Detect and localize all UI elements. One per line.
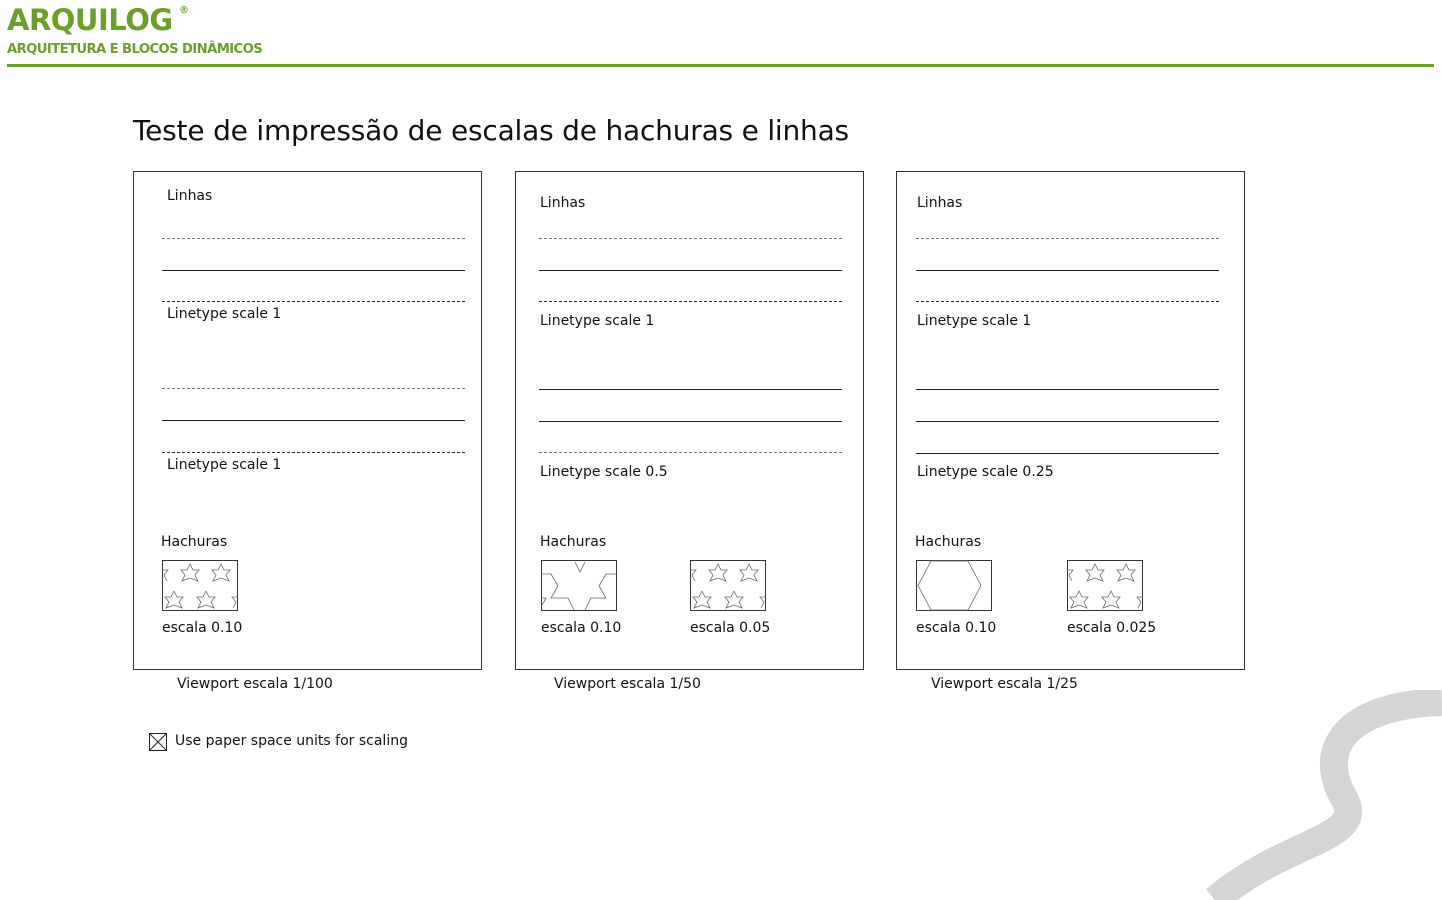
- hatch-heading: Hachuras: [540, 534, 607, 550]
- solid-line: [162, 420, 465, 421]
- linetype-scale-label: Linetype scale 1: [917, 313, 1032, 329]
- linetype-scale-label: Linetype scale 0.5: [540, 464, 668, 480]
- solid-line: [916, 421, 1219, 422]
- lines-heading: Linhas: [917, 195, 963, 211]
- logo-title: ARQUILOG: [7, 3, 173, 37]
- hexagon-hatch-swatch: [916, 560, 992, 611]
- lines-heading: Linhas: [540, 195, 586, 211]
- brand-swoosh-decoration: [1195, 690, 1442, 900]
- hatch-scale-label: escala 0.10: [541, 620, 622, 636]
- viewport-1-50[interactable]: [515, 171, 864, 670]
- linetype-scale-label: Linetype scale 1: [167, 457, 282, 473]
- hatch-heading: Hachuras: [915, 534, 982, 550]
- large-star-hatch-swatch: [541, 560, 617, 611]
- paper-space-checkbox[interactable]: [149, 733, 167, 751]
- solid-line: [162, 270, 465, 271]
- logo-tagline: ARQUITETURA E BLOCOS DINÂMICOS: [7, 42, 263, 57]
- paper-space-label: Use paper space units for scaling: [175, 733, 408, 749]
- solid-line: [916, 389, 1219, 390]
- viewport-1-25[interactable]: [896, 171, 1245, 670]
- hatch-scale-label: escala 0.05: [690, 620, 771, 636]
- fine-dashed-line: [162, 238, 465, 239]
- linetype-scale-label: Linetype scale 1: [167, 306, 282, 322]
- hatch-scale-label: escala 0.025: [1067, 620, 1157, 636]
- star-hatch-swatch: [162, 560, 238, 611]
- logo-registered-mark: ®: [179, 5, 189, 16]
- viewport-1-100[interactable]: [133, 171, 482, 670]
- star-hatch-swatch: [690, 560, 766, 611]
- fine-dashed-line: [916, 238, 1219, 239]
- star-hatch-swatch: [1067, 560, 1143, 611]
- linetype-scale-label: Linetype scale 0.25: [917, 464, 1054, 480]
- hatch-scale-label: escala 0.10: [916, 620, 997, 636]
- linetype-scale-label: Linetype scale 1: [540, 313, 655, 329]
- dash-dot-line: [162, 452, 465, 453]
- viewport-caption: Viewport escala 1/25: [931, 676, 1078, 692]
- header-divider: [7, 64, 1434, 67]
- fine-dashed-line: [539, 452, 842, 453]
- lines-heading: Linhas: [167, 188, 213, 204]
- solid-line: [539, 421, 842, 422]
- dash-dot-line: [539, 301, 842, 302]
- solid-line: [916, 270, 1219, 271]
- viewport-caption: Viewport escala 1/50: [554, 676, 701, 692]
- viewport-caption: Viewport escala 1/100: [177, 676, 333, 692]
- solid-line: [539, 270, 842, 271]
- hatch-heading: Hachuras: [161, 534, 228, 550]
- fine-dashed-line: [539, 238, 842, 239]
- dash-dot-line: [916, 301, 1219, 302]
- page-title: Teste de impressão de escalas de hachuras e linhas: [133, 114, 849, 147]
- solid-line: [539, 389, 842, 390]
- dash-dot-line: [162, 301, 465, 302]
- fine-dashed-line: [162, 388, 465, 389]
- solid-line: [916, 453, 1219, 454]
- hatch-scale-label: escala 0.10: [162, 620, 243, 636]
